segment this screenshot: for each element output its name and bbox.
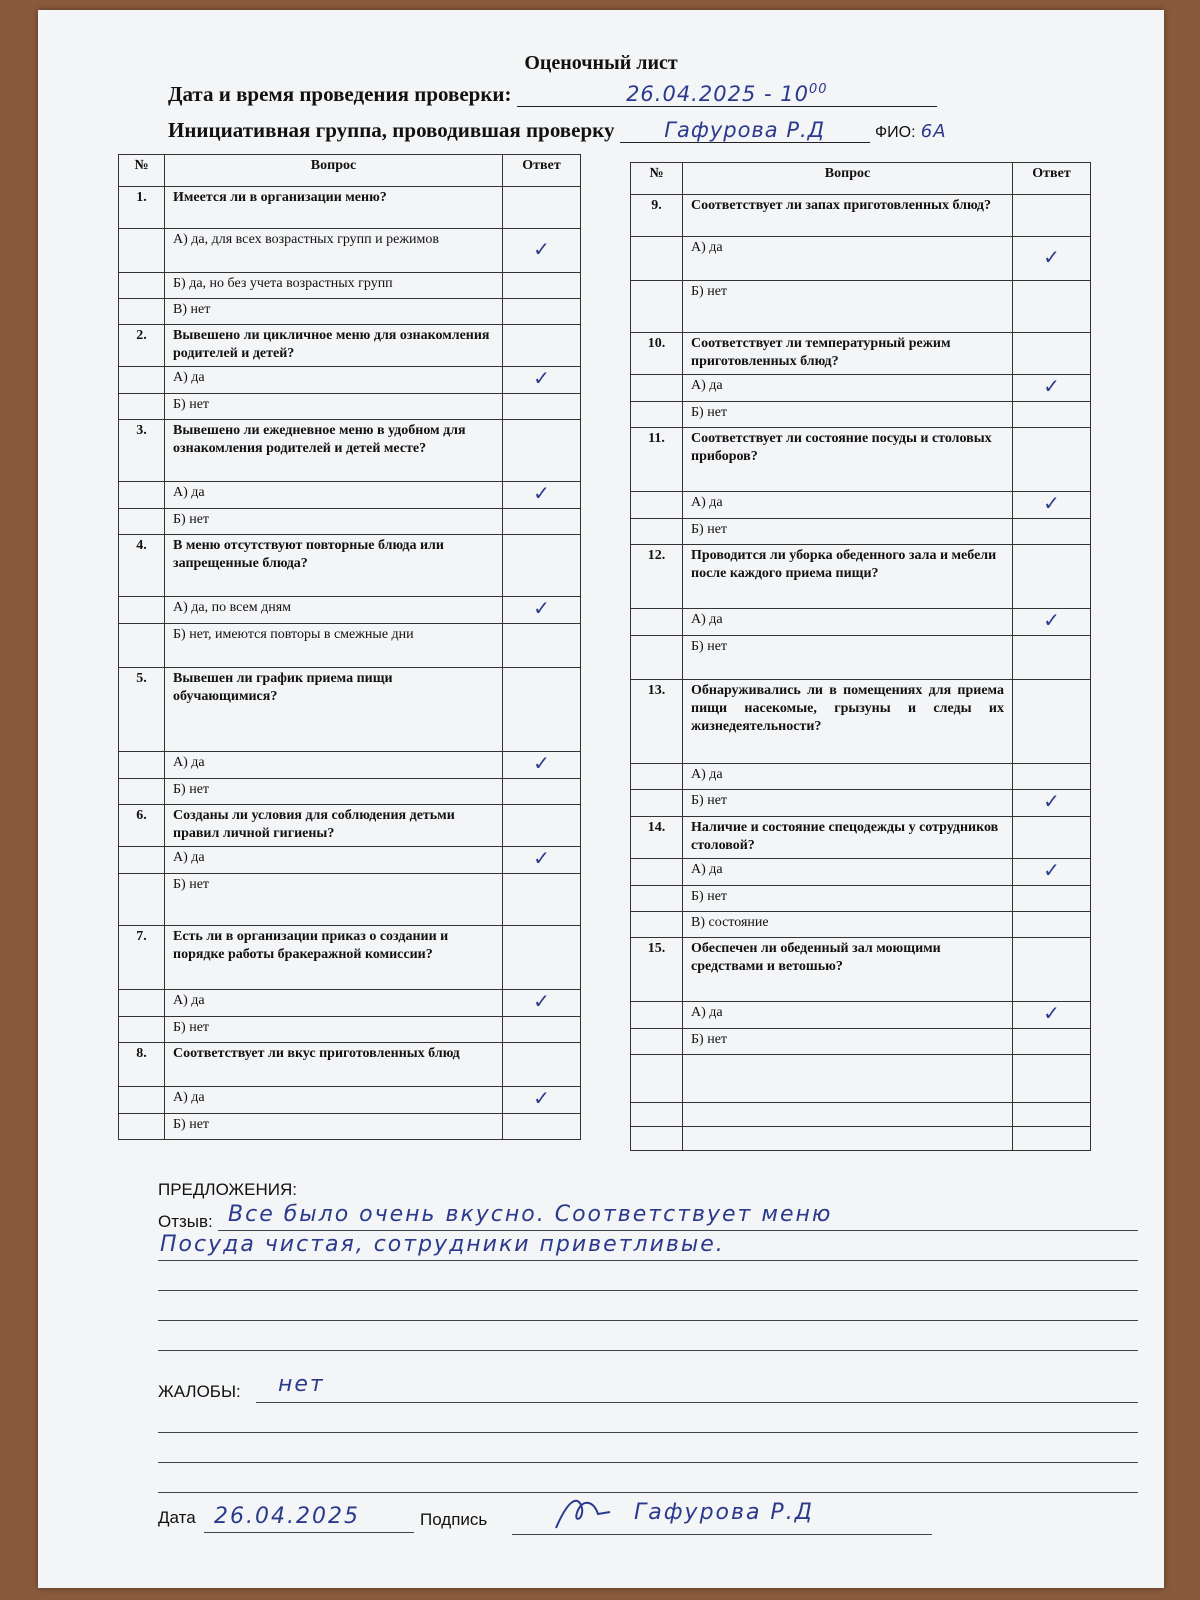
- table-header-row: [119, 155, 581, 187]
- question-answer-cell: [503, 187, 581, 229]
- option-text: А) да, для всех возрастных групп и режимов: [165, 229, 503, 273]
- question-row: [631, 938, 1091, 1002]
- question-answer-cell: [503, 668, 581, 752]
- fio-label: ФИО:: [874, 124, 916, 141]
- answer-checkbox[interactable]: [503, 509, 581, 535]
- question-number: 9.: [631, 195, 683, 237]
- question-text: Имеется ли в организации меню?: [165, 187, 503, 229]
- question-answer-cell: [503, 1043, 581, 1087]
- option-row: [631, 375, 1091, 402]
- check-mark-icon: ✓: [1043, 789, 1060, 813]
- question-number: 6.: [119, 805, 165, 847]
- signature-scribble: [548, 1490, 618, 1534]
- answer-checkbox[interactable]: [503, 394, 581, 420]
- empty-cell: [1013, 1103, 1091, 1127]
- option-number-cell: [119, 779, 165, 805]
- complaints-line-2: [158, 1432, 1138, 1433]
- option-row: [119, 1017, 581, 1043]
- option-row: [631, 764, 1091, 790]
- option-text: А) да: [165, 367, 503, 394]
- option-row: [119, 847, 581, 874]
- question-answer-cell: [503, 926, 581, 990]
- answer-checkbox[interactable]: [1013, 609, 1091, 636]
- question-answer-cell: [1013, 195, 1091, 237]
- empty-row: [631, 1055, 1091, 1103]
- suggestions-heading: ПРЕДЛОЖЕНИЯ:: [158, 1180, 297, 1199]
- group-label: Инициативная группа, проводившая проверку: [168, 118, 615, 142]
- empty-cell: [631, 1055, 683, 1103]
- empty-row: [631, 1127, 1091, 1151]
- col-header-num: №: [631, 163, 683, 195]
- option-text: Б) нет: [165, 509, 503, 535]
- option-text: Б) нет: [683, 790, 1013, 817]
- option-row: [631, 519, 1091, 545]
- question-answer-cell: [1013, 545, 1091, 609]
- answer-checkbox[interactable]: [503, 1017, 581, 1043]
- signature-label: Подпись: [420, 1510, 488, 1529]
- option-text: Б) нет: [165, 1017, 503, 1043]
- option-text: А) да: [683, 859, 1013, 886]
- check-mark-icon: ✓: [533, 366, 550, 390]
- option-number-cell: [119, 1017, 165, 1043]
- check-mark-icon: ✓: [533, 236, 550, 261]
- option-row: [119, 509, 581, 535]
- option-text: А) да: [683, 1002, 1013, 1029]
- option-row: [119, 1114, 581, 1140]
- option-text: Б) нет: [683, 281, 1013, 333]
- inspection-date-field[interactable]: [517, 82, 937, 107]
- question-row: [119, 805, 581, 847]
- question-row: [119, 535, 581, 597]
- option-row: [119, 299, 581, 325]
- answer-checkbox[interactable]: [1013, 859, 1091, 886]
- question-answer-cell: [503, 420, 581, 482]
- answer-checkbox[interactable]: [503, 847, 581, 874]
- questions-table-right: [630, 162, 1091, 1151]
- option-number-cell: [119, 273, 165, 299]
- option-text: В) нет: [165, 299, 503, 325]
- option-number-cell: [119, 597, 165, 624]
- option-row: [119, 1087, 581, 1114]
- answer-checkbox[interactable]: [503, 779, 581, 805]
- review-line-4: [158, 1320, 1138, 1321]
- option-text: Б) нет: [683, 1029, 1013, 1055]
- empty-cell: [683, 1103, 1013, 1127]
- check-mark-icon: ✓: [533, 481, 550, 505]
- question-number: 5.: [119, 668, 165, 752]
- option-text: А) да: [165, 847, 503, 874]
- option-text: А) да: [165, 482, 503, 509]
- question-number: 3.: [119, 420, 165, 482]
- question-row: [119, 1043, 581, 1087]
- answer-checkbox[interactable]: [1013, 1029, 1091, 1055]
- check-mark-icon: ✓: [533, 846, 550, 870]
- option-text: А) да, по всем дням: [165, 597, 503, 624]
- question-text: Вывешено ли цикличное меню для ознакомления родителей и детей?: [165, 325, 503, 367]
- question-row: [631, 428, 1091, 492]
- review-label: Отзыв:: [158, 1212, 213, 1231]
- page-title: Оценочный лист: [524, 52, 678, 74]
- option-number-cell: [631, 790, 683, 817]
- signature-line: [512, 1534, 932, 1535]
- answer-checkbox[interactable]: [503, 874, 581, 926]
- check-mark-icon: ✓: [1043, 491, 1060, 515]
- col-header-answer: Ответ: [1013, 163, 1091, 195]
- option-number-cell: [119, 847, 165, 874]
- question-row: [119, 325, 581, 367]
- empty-cell: [1013, 1055, 1091, 1103]
- question-text: Обеспечен ли обеденный зал моющими средствами и ветошью?: [683, 938, 1013, 1002]
- option-number-cell: [631, 519, 683, 545]
- check-mark-icon: ✓: [533, 1086, 550, 1110]
- option-text: А) да: [683, 764, 1013, 790]
- question-answer-cell: [503, 535, 581, 597]
- option-row: [631, 859, 1091, 886]
- option-number-cell: [631, 1029, 683, 1055]
- table-header-row: [631, 163, 1091, 195]
- option-number-cell: [631, 886, 683, 912]
- question-row: [631, 545, 1091, 609]
- group-name-field[interactable]: Гафурова Р.Д: [620, 118, 870, 143]
- question-row: [119, 187, 581, 229]
- option-text: А) да: [683, 609, 1013, 636]
- inspection-date-label: Дата и время проведения проверки:: [168, 82, 512, 106]
- question-number: 7.: [119, 926, 165, 990]
- question-text: Вывешено ли ежедневное меню в удобном для ознакомления родителей и детей месте?: [165, 420, 503, 482]
- question-text: Соответствует ли запах приготовленных блюд?: [683, 195, 1013, 237]
- option-text: Б) нет: [165, 779, 503, 805]
- option-row: [119, 229, 581, 273]
- option-row: [631, 492, 1091, 519]
- question-row: [119, 668, 581, 752]
- option-row: [631, 402, 1091, 428]
- answer-checkbox[interactable]: [1013, 237, 1091, 281]
- review-line-1: [218, 1230, 1138, 1231]
- option-number-cell: [631, 859, 683, 886]
- questions-table-right-body: [631, 163, 1091, 1151]
- questions-table-left: [118, 154, 581, 1140]
- option-number-cell: [631, 237, 683, 281]
- option-number-cell: [119, 1114, 165, 1140]
- question-number: 13.: [631, 680, 683, 764]
- check-mark-icon: ✓: [1043, 244, 1060, 269]
- question-answer-cell: [1013, 428, 1091, 492]
- question-number: 10.: [631, 333, 683, 375]
- question-number: 8.: [119, 1043, 165, 1087]
- option-row: [631, 1029, 1091, 1055]
- option-row: [119, 273, 581, 299]
- answer-checkbox[interactable]: [1013, 636, 1091, 680]
- option-text: А) да: [165, 1087, 503, 1114]
- option-text: Б) нет, имеются повторы в смежные дни: [165, 624, 503, 668]
- complaints-label: ЖАЛОБЫ:: [158, 1382, 241, 1401]
- question-answer-cell: [503, 325, 581, 367]
- complaints-line-3: [158, 1462, 1138, 1463]
- option-text: Б) нет: [683, 886, 1013, 912]
- question-number: 15.: [631, 938, 683, 1002]
- question-text: Вывешен ли график приема пищи обучающимися?: [165, 668, 503, 752]
- col-header-question: Вопрос: [683, 163, 1013, 195]
- question-number: 4.: [119, 535, 165, 597]
- question-text: Соответствует ли температурный режим приготовленных блюд?: [683, 333, 1013, 375]
- group-row: [168, 118, 947, 143]
- footer-date-line: [204, 1532, 414, 1533]
- review-line-3: [158, 1290, 1138, 1291]
- option-row: [119, 367, 581, 394]
- inspection-date-row: [168, 82, 937, 107]
- option-number-cell: [119, 394, 165, 420]
- answer-checkbox[interactable]: [503, 273, 581, 299]
- answer-checkbox[interactable]: [1013, 281, 1091, 333]
- empty-cell: [683, 1127, 1013, 1151]
- answer-checkbox[interactable]: [1013, 375, 1091, 402]
- option-row: [631, 790, 1091, 817]
- question-row: [631, 333, 1091, 375]
- question-text: Соответствует ли вкус приготовленных блюд: [165, 1043, 503, 1087]
- questions-table-left-body: [119, 155, 581, 1140]
- option-number-cell: [631, 636, 683, 680]
- option-row: [631, 609, 1091, 636]
- option-text: Б) да, но без учета возрастных групп: [165, 273, 503, 299]
- option-text: А) да: [165, 990, 503, 1017]
- question-text: Обнаруживались ли в помещениях для приема пищи насекомые, грызуны и следы их жизнедеятельности?: [683, 680, 1013, 764]
- option-text: Б) нет: [683, 402, 1013, 428]
- empty-cell: [683, 1055, 1013, 1103]
- option-number-cell: [119, 752, 165, 779]
- answer-checkbox[interactable]: [503, 482, 581, 509]
- question-number: 2.: [119, 325, 165, 367]
- option-number-cell: [119, 990, 165, 1017]
- option-row: [631, 1002, 1091, 1029]
- option-row: [631, 886, 1091, 912]
- option-number-cell: [119, 482, 165, 509]
- option-number-cell: [631, 281, 683, 333]
- question-answer-cell: [1013, 333, 1091, 375]
- option-number-cell: [631, 492, 683, 519]
- evaluation-sheet: [38, 10, 1164, 1588]
- option-number-cell: [631, 375, 683, 402]
- option-number-cell: [631, 1002, 683, 1029]
- question-number: 1.: [119, 187, 165, 229]
- review-line-2: [158, 1260, 1138, 1261]
- option-row: [631, 237, 1091, 281]
- signature-name[interactable]: Гафурова Р.Д: [634, 1500, 814, 1525]
- option-row: [119, 482, 581, 509]
- answer-checkbox[interactable]: [503, 1114, 581, 1140]
- question-number: 12.: [631, 545, 683, 609]
- option-text: Б) нет: [165, 1114, 503, 1140]
- answer-checkbox[interactable]: [503, 597, 581, 624]
- review-text-line-1[interactable]: Все было очень вкусно. Соответствует меню: [228, 1202, 833, 1227]
- question-text: Есть ли в организации приказ о создании и порядке работы бракеражной комиссии?: [165, 926, 503, 990]
- option-number-cell: [119, 1087, 165, 1114]
- col-header-question: Вопрос: [165, 155, 503, 187]
- col-header-answer: Ответ: [503, 155, 581, 187]
- empty-cell: [631, 1127, 683, 1151]
- option-row: [119, 752, 581, 779]
- option-number-cell: [631, 912, 683, 938]
- option-row: [119, 990, 581, 1017]
- question-answer-cell: [1013, 938, 1091, 1002]
- option-number-cell: [631, 402, 683, 428]
- option-text: А) да: [165, 752, 503, 779]
- answer-checkbox[interactable]: [503, 1087, 581, 1114]
- option-number-cell: [119, 624, 165, 668]
- answer-checkbox[interactable]: [503, 367, 581, 394]
- check-mark-icon: ✓: [1043, 608, 1060, 632]
- answer-checkbox[interactable]: [503, 990, 581, 1017]
- option-row: [119, 874, 581, 926]
- inspection-date-value: 26.04.2025 - 10: [626, 82, 809, 106]
- review-line-5: [158, 1350, 1138, 1351]
- option-text: Б) нет: [683, 636, 1013, 680]
- answer-checkbox[interactable]: [503, 299, 581, 325]
- option-number-cell: [631, 764, 683, 790]
- option-text: Б) нет: [165, 394, 503, 420]
- option-number-cell: [119, 509, 165, 535]
- answer-checkbox[interactable]: [1013, 492, 1091, 519]
- answer-checkbox[interactable]: [1013, 790, 1091, 817]
- question-number: 11.: [631, 428, 683, 492]
- complaints-value[interactable]: нет: [278, 1372, 325, 1397]
- answer-checkbox[interactable]: [1013, 764, 1091, 790]
- option-row: [631, 636, 1091, 680]
- option-row: [631, 912, 1091, 938]
- question-row: [119, 926, 581, 990]
- option-number-cell: [119, 874, 165, 926]
- question-text: В меню отсутствуют повторные блюда или запрещенные блюда?: [165, 535, 503, 597]
- complaints-line-1: [256, 1402, 1138, 1403]
- footer-date-label: Дата: [158, 1508, 196, 1527]
- option-number-cell: [631, 609, 683, 636]
- question-row: [631, 195, 1091, 237]
- question-number: 14.: [631, 817, 683, 859]
- option-number-cell: [119, 299, 165, 325]
- option-text: А) да: [683, 237, 1013, 281]
- review-text-line-2[interactable]: Посуда чистая, сотрудники приветливые.: [160, 1232, 725, 1257]
- answer-checkbox[interactable]: [1013, 886, 1091, 912]
- check-mark-icon: ✓: [533, 596, 550, 620]
- answer-checkbox[interactable]: [503, 229, 581, 273]
- question-text: Соответствует ли состояние посуды и столовых приборов?: [683, 428, 1013, 492]
- option-row: [631, 281, 1091, 333]
- footer-date-value[interactable]: 26.04.2025: [214, 1504, 360, 1529]
- check-mark-icon: ✓: [1043, 374, 1060, 398]
- empty-row: [631, 1103, 1091, 1127]
- question-row: [631, 680, 1091, 764]
- option-text: А) да: [683, 375, 1013, 402]
- answer-checkbox[interactable]: [1013, 402, 1091, 428]
- empty-cell: [1013, 1127, 1091, 1151]
- empty-cell: [631, 1103, 683, 1127]
- question-text: Проводится ли уборка обеденного зала и мебели после каждого приема пищи?: [683, 545, 1013, 609]
- option-number-cell: [119, 367, 165, 394]
- answer-checkbox[interactable]: [503, 624, 581, 668]
- question-answer-cell: [503, 805, 581, 847]
- complaints-line-4: [158, 1492, 1138, 1493]
- check-mark-icon: ✓: [533, 989, 550, 1013]
- question-text: Наличие и состояние спецодежды у сотрудников столовой?: [683, 817, 1013, 859]
- option-text: А) да: [683, 492, 1013, 519]
- option-number-cell: [119, 229, 165, 273]
- option-row: [119, 394, 581, 420]
- answer-checkbox[interactable]: [1013, 912, 1091, 938]
- check-mark-icon: ✓: [1043, 858, 1060, 882]
- check-mark-icon: ✓: [533, 751, 550, 775]
- answer-checkbox[interactable]: [1013, 519, 1091, 545]
- question-row: [119, 420, 581, 482]
- question-row: [631, 817, 1091, 859]
- option-text: Б) нет: [683, 519, 1013, 545]
- inspection-time-minutes: 00: [808, 82, 828, 97]
- col-header-num: №: [119, 155, 165, 187]
- check-mark-icon: ✓: [1043, 1001, 1060, 1025]
- question-answer-cell: [1013, 680, 1091, 764]
- option-row: [119, 597, 581, 624]
- answer-checkbox[interactable]: [503, 752, 581, 779]
- option-row: [119, 779, 581, 805]
- question-answer-cell: [1013, 817, 1091, 859]
- answer-checkbox[interactable]: [1013, 1002, 1091, 1029]
- fio-value[interactable]: 6А: [920, 121, 947, 142]
- option-text: В) состояние: [683, 912, 1013, 938]
- question-text: Созданы ли условия для соблюдения детьми правил личной гигиены?: [165, 805, 503, 847]
- option-text: Б) нет: [165, 874, 503, 926]
- option-row: [119, 624, 581, 668]
